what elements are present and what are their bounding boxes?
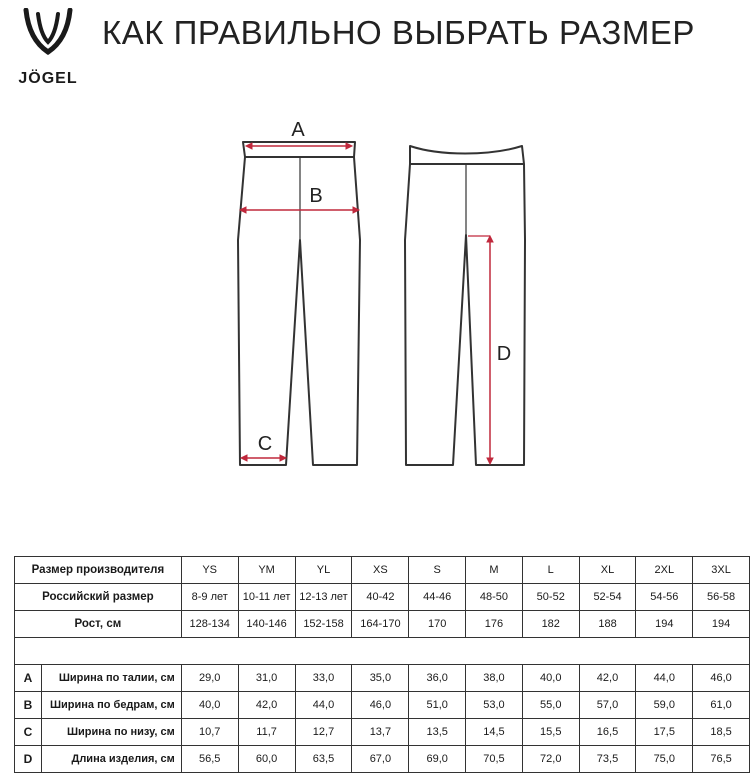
table-cell: 16,5 <box>579 719 636 746</box>
table-cell: 59,0 <box>636 692 693 719</box>
table-cell: 10-11 лет <box>238 584 295 611</box>
table-cell: 13,7 <box>352 719 409 746</box>
table-cell: 55,0 <box>522 692 579 719</box>
brand-name: JÖGEL <box>18 70 78 87</box>
table-row <box>15 665 750 692</box>
table-cell: 42,0 <box>238 692 295 719</box>
table-cell: 73,5 <box>579 746 636 773</box>
table-cell: 46,0 <box>352 692 409 719</box>
table-row <box>15 719 750 746</box>
table-cell: 35,0 <box>352 665 409 692</box>
table-cell: 46,0 <box>693 665 750 692</box>
row-manufacturer-size-label: Размер производителя <box>15 557 182 584</box>
table-cell: 56,5 <box>181 746 238 773</box>
table-cell: 11,7 <box>238 719 295 746</box>
label-c: C <box>257 433 273 455</box>
table-cell: 10,7 <box>181 719 238 746</box>
label-d: D <box>496 343 512 365</box>
table-cell: 61,0 <box>693 692 750 719</box>
table-cell: 164-170 <box>352 611 409 638</box>
row-label: Ширина по талии, см <box>41 665 181 692</box>
pants-front-view <box>238 142 360 465</box>
measure-a <box>246 143 352 149</box>
row-height <box>15 611 750 638</box>
table-spacer <box>15 638 750 665</box>
table-cell: 70,5 <box>466 746 523 773</box>
row-label: Ширина по низу, см <box>41 719 181 746</box>
table-cell: 33,0 <box>295 665 352 692</box>
table-cell: 40-42 <box>352 584 409 611</box>
table-cell: 38,0 <box>466 665 523 692</box>
table-cell: YM <box>238 557 295 584</box>
table-cell: 40,0 <box>181 692 238 719</box>
table-cell: M <box>466 557 523 584</box>
table-cell: 18,5 <box>693 719 750 746</box>
table-row <box>15 746 750 773</box>
table-cell: 63,5 <box>295 746 352 773</box>
table-cell: 170 <box>409 611 466 638</box>
table-cell: 60,0 <box>238 746 295 773</box>
table-cell: 42,0 <box>579 665 636 692</box>
table-cell: 152-158 <box>295 611 352 638</box>
table-cell: 128-134 <box>181 611 238 638</box>
table-cell: 53,0 <box>466 692 523 719</box>
table-cell: 140-146 <box>238 611 295 638</box>
table-cell: 188 <box>579 611 636 638</box>
table-cell: 182 <box>522 611 579 638</box>
table-cell: 67,0 <box>352 746 409 773</box>
table-cell: 13,5 <box>409 719 466 746</box>
table-cell: 29,0 <box>181 665 238 692</box>
row-letter: A <box>15 665 42 692</box>
table-cell: XL <box>579 557 636 584</box>
table-cell: 51,0 <box>409 692 466 719</box>
table-cell: 176 <box>466 611 523 638</box>
table-cell: 76,5 <box>693 746 750 773</box>
table-cell: 52-54 <box>579 584 636 611</box>
table-cell: 75,0 <box>636 746 693 773</box>
table-cell: 3XL <box>693 557 750 584</box>
table-cell: 72,0 <box>522 746 579 773</box>
page-title: КАК ПРАВИЛЬНО ВЫБРАТЬ РАЗМЕР <box>102 14 695 51</box>
table-cell: 15,5 <box>522 719 579 746</box>
row-manufacturer-size <box>15 557 750 584</box>
table-cell: 54-56 <box>636 584 693 611</box>
brand-logo <box>8 8 88 90</box>
table-cell: 56-58 <box>693 584 750 611</box>
row-height-label: Рост, см <box>15 611 182 638</box>
pants-back-view <box>405 146 525 465</box>
table-cell: 40,0 <box>522 665 579 692</box>
jogel-emblem-icon <box>20 8 76 66</box>
table-cell: YS <box>181 557 238 584</box>
label-b: B <box>309 185 323 207</box>
table-cell: 194 <box>693 611 750 638</box>
label-a: A <box>291 119 305 141</box>
pants-diagram <box>0 100 750 500</box>
table-cell: 8-9 лет <box>181 584 238 611</box>
row-russian-size-label: Российский размер <box>15 584 182 611</box>
row-letter: B <box>15 692 42 719</box>
table-cell: 31,0 <box>238 665 295 692</box>
table-cell: 17,5 <box>636 719 693 746</box>
table-cell: 2XL <box>636 557 693 584</box>
table-cell: 48-50 <box>466 584 523 611</box>
table-cell: 44-46 <box>409 584 466 611</box>
row-label: Длина изделия, см <box>41 746 181 773</box>
table-row <box>15 692 750 719</box>
measure-c <box>241 455 286 461</box>
table-cell: 57,0 <box>579 692 636 719</box>
table-cell: 194 <box>636 611 693 638</box>
table-cell: L <box>522 557 579 584</box>
table-cell: 44,0 <box>636 665 693 692</box>
table-cell: 14,5 <box>466 719 523 746</box>
row-label: Ширина по бедрам, см <box>41 692 181 719</box>
size-chart-table <box>14 556 750 773</box>
table-cell: 50-52 <box>522 584 579 611</box>
table-cell: 12-13 лет <box>295 584 352 611</box>
row-letter: D <box>15 746 42 773</box>
table-cell: 44,0 <box>295 692 352 719</box>
table-cell: 12,7 <box>295 719 352 746</box>
row-letter: C <box>15 719 42 746</box>
table-cell: XS <box>352 557 409 584</box>
row-russian-size <box>15 584 750 611</box>
table-cell: S <box>409 557 466 584</box>
table-cell: YL <box>295 557 352 584</box>
table-cell: 36,0 <box>409 665 466 692</box>
table-cell: 69,0 <box>409 746 466 773</box>
table-spacer-cell <box>15 638 750 665</box>
